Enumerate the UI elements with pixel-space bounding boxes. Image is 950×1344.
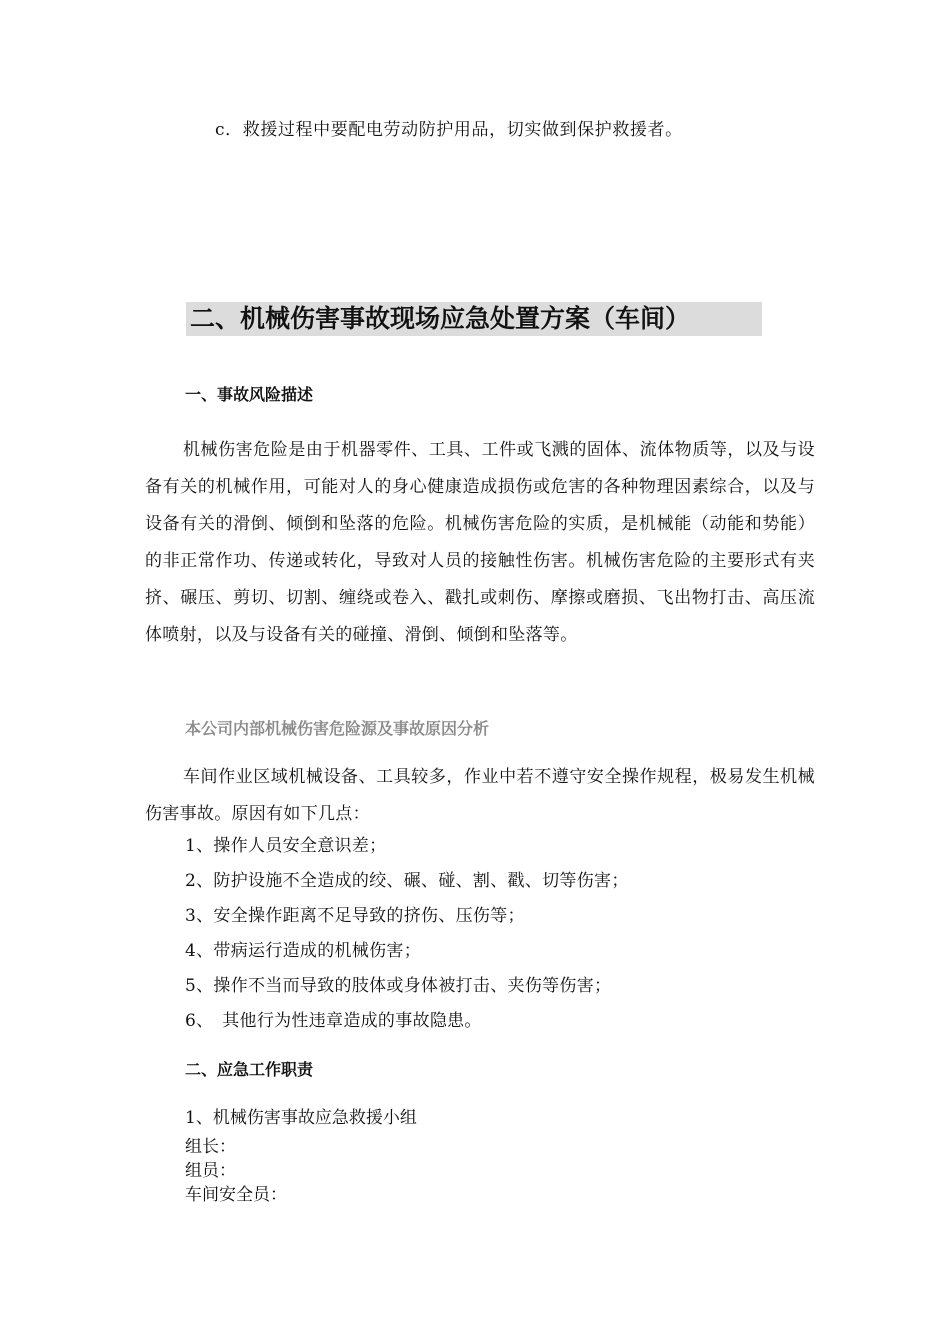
document-title: 二、机械伤害事故现场应急处置方案（车间）: [186, 302, 762, 336]
list-item: 1、操作人员安全意识差；: [185, 836, 387, 856]
section-heading-duties: 二、应急工作职责: [185, 1060, 314, 1079]
sub-heading-hazard-analysis: 本公司内部机械伤害危险源及事故原因分析: [185, 719, 490, 738]
role-leader: 组长：: [185, 1137, 236, 1157]
risk-description-paragraph: 机械伤害危险是由于机器零件、工具、工件或飞溅的固体、流体物质等，以及与设备有关的机械作用，可能对人的身心健康造成损伤或危害的各种物理因素综合，以及与设备有关的滑倒、倾倒和坠落的危险。机械伤害危险的实质，是机械能（动能和势能）的非正常作功、传递或转化，导致对人员的接触性伤害。机械伤害危险的主要形式有夹挤、碾压、剪切、切割、缠绕或卷入、戳扎或刺伤、摩擦或磨损、飞出物打击、高压流体喷射，以及与设备有关的碰撞、滑倒、倾倒和坠落等。: [145, 440, 815, 645]
top-note: c．救援过程中要配电劳动防护用品，切实做到保护救援者。: [215, 120, 683, 140]
list-item: 4、带病运行造成的机械伤害；: [185, 941, 422, 961]
cause-list: [185, 835, 629, 1045]
role-safety-officer: 车间安全员：: [185, 1185, 287, 1205]
list-item: 3、安全操作距离不足导致的挤伤、压伤等；: [185, 906, 525, 926]
team-title: 1、机械伤害事故应急救援小组: [185, 1108, 417, 1128]
list-item: 6、 其他行为性违章造成的事故隐患。: [185, 1011, 482, 1031]
team-roles: [185, 1135, 287, 1207]
role-members: 组员：: [185, 1161, 236, 1181]
cause-intro-paragraph: 车间作业区域机械设备、工具较多，作业中若不遵守安全操作规程，极易发生机械伤害事故。原因有如下几点：: [145, 767, 815, 824]
section-heading-risk: 一、事故风险描述: [185, 385, 314, 404]
list-item: 5、操作不当而导致的肢体或身体被打击、夹伤等伤害；: [185, 976, 612, 996]
list-item: 2、防护设施不全造成的绞、碾、碰、割、戳、切等伤害；: [185, 871, 629, 891]
